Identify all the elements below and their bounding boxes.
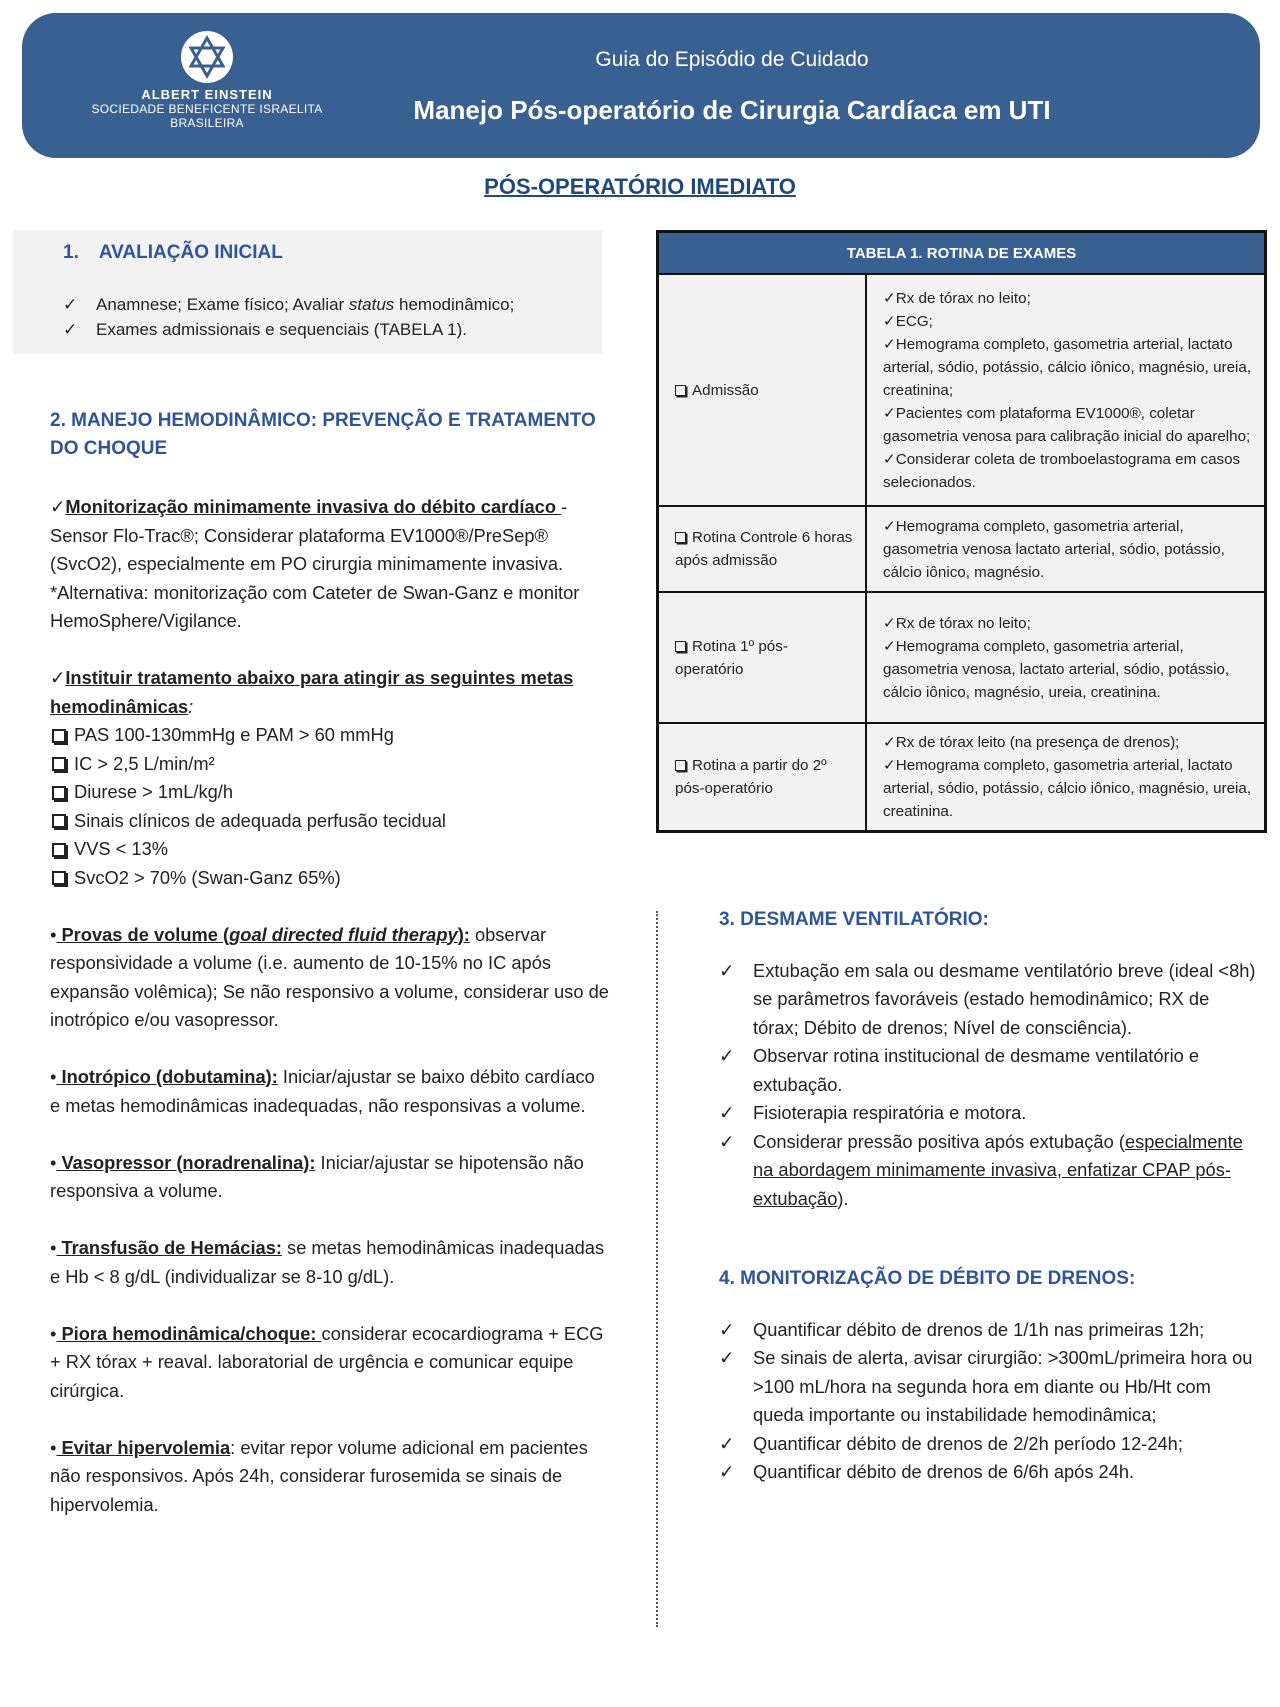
hypervolemia-paragraph: • Evitar hipervolemia: evitar repor volume adicional em pacientes não responsivos. Após 24h, considerar furosemida se sinais de hipervolemia. bbox=[50, 1436, 588, 1515]
checkbox-icon bbox=[52, 871, 66, 885]
bullet-icon: • bbox=[50, 1237, 57, 1258]
transfusion-paragraph: • Transfusão de Hemácias: se metas hemodinâmicas inadequadas e Hb < 8 g/dL (individualizar se 8-10 g/dL). bbox=[50, 1237, 605, 1287]
checkbox-icon bbox=[52, 757, 66, 771]
section3-heading: 3. DESMAME VENTILATÓRIO: bbox=[719, 909, 989, 930]
checkbox-icon bbox=[52, 814, 66, 828]
section2-heading: 2. MANEJO HEMODINÂMICO: PREVENÇÃO E TRATAMENTO DO CHOQUE bbox=[50, 410, 596, 459]
section4-list bbox=[719, 1316, 1259, 1487]
goals-paragraph: ✓Instituir tratamento abaixo para atingir as seguintes metas hemodinâmicas: bbox=[50, 667, 574, 717]
section4-heading: 4. MONITORIZAÇÃO DE DÉBITO DE DRENOS: bbox=[719, 1268, 1136, 1289]
section1-heading: 1. AVALIAÇÃO INICIAL bbox=[63, 242, 283, 263]
vasopressor-paragraph: • Vasopressor (noradrenalina): Iniciar/ajustar se hipotensão não responsiva a volume. bbox=[50, 1151, 584, 1201]
list-item: ✓ Exames admissionais e sequenciais (TABELA 1). bbox=[63, 317, 514, 342]
table-row bbox=[658, 723, 1266, 831]
table-row bbox=[658, 506, 1266, 592]
list-item: ✓ Quantificar débito de drenos de 1/1h nas primeiras 12h; bbox=[719, 1316, 1259, 1345]
checkbox-icon bbox=[52, 729, 66, 743]
list-item: ✓ Quantificar débito de drenos de 2/2h período 12-24h; bbox=[719, 1430, 1259, 1459]
star-of-david-logo-icon bbox=[179, 29, 235, 85]
goal-item: PAS 100-130mmHg e PAM > 60 mmHg bbox=[50, 721, 610, 750]
row-exams: ✓Rx de tórax leito (na presença de drenos); ✓Hemograma completo, gasometria arterial, lactato arterial, sódio, potássio, cálcio iônico, magnésio, ureia, creatinina. bbox=[866, 723, 1266, 831]
section3-list bbox=[719, 957, 1259, 1214]
goal-item: Diurese > 1mL/kg/h bbox=[50, 778, 610, 807]
header-banner bbox=[22, 13, 1260, 158]
section1-list bbox=[63, 292, 514, 342]
monitoring-alternative: *Alternativa: monitorização com Cateter de Swan-Ganz e monitor HemoSphere/Vigilance. bbox=[50, 581, 580, 631]
row-label: Rotina a partir do 2º pós-operatório bbox=[658, 723, 867, 831]
checkbox-icon bbox=[675, 760, 686, 771]
table-row bbox=[658, 592, 1266, 723]
check-icon: ✓ bbox=[719, 1102, 735, 1123]
row-label: Rotina Controle 6 horas após admissão bbox=[658, 506, 867, 592]
monitoring-paragraph: ✓Monitorização minimamente invasiva do débito cardíaco - Sensor Flo-Trac®; Considerar plataforma EV1000®/PreSep® (SvcO2), especialmente em PO cirurgia minimamente invasiva. bbox=[50, 496, 568, 574]
checkbox-icon bbox=[52, 786, 66, 800]
checkbox-icon bbox=[675, 641, 686, 652]
row-label: Admissão bbox=[658, 274, 867, 506]
check-icon: ✓ bbox=[719, 1318, 735, 1340]
main-title: PÓS-OPERATÓRIO IMEDIATO bbox=[484, 174, 796, 199]
check-icon: ✓ bbox=[63, 295, 78, 314]
right-column bbox=[719, 906, 1259, 1487]
row-label: Rotina 1º pós-operatório bbox=[658, 592, 867, 723]
inotrope-paragraph: • Inotrópico (dobutamina): Iniciar/ajustar se baixo débito cardíaco e metas hemodinâmicas inadequadas, não responsivas a volume. bbox=[50, 1066, 595, 1116]
logo-tagline: SOCIEDADE BENEFICENTE ISRAELITA BRASILEIRA bbox=[91, 102, 323, 130]
check-icon: ✓ bbox=[719, 1461, 735, 1482]
checkbox-icon bbox=[52, 843, 66, 857]
goal-item: VVS < 13% bbox=[50, 835, 610, 864]
check-icon: ✓ bbox=[719, 1130, 735, 1152]
checkbox-icon bbox=[675, 532, 686, 543]
table-title: TABELA 1. ROTINA DE EXAMES bbox=[658, 232, 1266, 275]
bullet-icon: • bbox=[50, 1322, 57, 1344]
row-exams: ✓Hemograma completo, gasometria arterial, gasometria venosa lactato arterial, sódio, potássio, cálcio iônico, magnésio. bbox=[866, 506, 1266, 592]
albert-einstein-logo bbox=[62, 29, 352, 130]
check-icon: ✓ bbox=[63, 320, 78, 339]
bullet-icon: • bbox=[50, 923, 57, 945]
goal-item: SvcO2 > 70% (Swan-Ganz 65%) bbox=[50, 864, 610, 893]
list-item: ✓ Observar rotina institucional de desmame ventilatório e extubação. bbox=[719, 1042, 1259, 1099]
list-item: ✓ Extubação em sala ou desmame ventilatório breve (ideal <8h) se parâmetros favoráveis (estado hemodinâmico; RX de tórax; Débito de drenos; Nível de consciência). bbox=[719, 957, 1259, 1043]
exams-routine-table bbox=[656, 230, 1267, 833]
goals-list bbox=[50, 721, 610, 892]
column-divider bbox=[656, 911, 658, 1627]
section-initial-assessment bbox=[13, 230, 602, 354]
header-title: Manejo Pós-operatório de Cirurgia Cardíaca em UTI bbox=[413, 95, 1051, 125]
row-exams: ✓Rx de tórax no leito; ✓Hemograma completo, gasometria arterial, gasometria venosa, lactato arterial, sódio, potássio, cálcio iônico, magnésio, ureia, creatinina. bbox=[866, 592, 1266, 723]
list-item: ✓ Considerar pressão positiva após extubação (especialmente na abordagem minimamente invasiva, enfatizar CPAP pós-extubação). bbox=[719, 1128, 1259, 1214]
check-icon: ✓ bbox=[719, 1347, 735, 1368]
bullet-icon: • bbox=[50, 1436, 57, 1458]
section-hemodynamic bbox=[50, 407, 610, 1548]
header-subtitle: Guia do Episódio de Cuidado bbox=[595, 48, 869, 71]
list-item: ✓ Anamnese; Exame físico; Avaliar status hemodinâmico; bbox=[63, 292, 514, 317]
checkbox-icon bbox=[675, 385, 686, 396]
check-icon: ✓ bbox=[50, 496, 66, 517]
check-icon: ✓ bbox=[719, 959, 735, 981]
goal-item: Sinais clínicos de adequada perfusão tecidual bbox=[50, 807, 610, 836]
check-icon: ✓ bbox=[50, 667, 66, 688]
worsening-paragraph: • Piora hemodinâmica/choque: considerar ecocardiograma + ECG + RX tórax + reaval. laboratorial de urgência e comunicar equipe cirúrgica. bbox=[50, 1322, 604, 1401]
row-exams: ✓Rx de tórax no leito; ✓ECG; ✓Hemograma completo, gasometria arterial, lactato arterial, sódio, potássio, cálcio iônico, magnésio, ureia, creatinina; ✓Pacientes com plataforma EV1000®, coletar gasometria venosa para calibração inicial do aparelho; ✓Considerar coleta de tromboelastograma em casos selecionados. bbox=[866, 274, 1266, 506]
table-row bbox=[658, 274, 1266, 506]
logo-name: ALBERT EINSTEIN bbox=[141, 87, 273, 102]
list-item: ✓ Quantificar débito de drenos de 6/6h após 24h. bbox=[719, 1458, 1259, 1487]
bullet-icon: • bbox=[50, 1066, 57, 1087]
volume-paragraph: • Provas de volume (goal directed fluid therapy): observar responsividade a volume (i.e. aumento de 10-15% no IC após expansão volêmica); Se não responsivo a volume, considerar uso de inotrópico e/ou vasopressor. bbox=[50, 923, 609, 1030]
bullet-icon: • bbox=[50, 1151, 57, 1173]
goal-item: IC > 2,5 L/min/m² bbox=[50, 750, 610, 779]
list-item: ✓ Fisioterapia respiratória e motora. bbox=[719, 1099, 1259, 1128]
check-icon: ✓ bbox=[719, 1432, 735, 1454]
list-item: ✓ Se sinais de alerta, avisar cirurgião: >300mL/primeira hora ou >100 mL/hora na segunda hora em diante ou Hb/Ht com queda importante ou instabilidade hemodinâmica; bbox=[719, 1344, 1259, 1430]
check-icon: ✓ bbox=[719, 1045, 735, 1066]
